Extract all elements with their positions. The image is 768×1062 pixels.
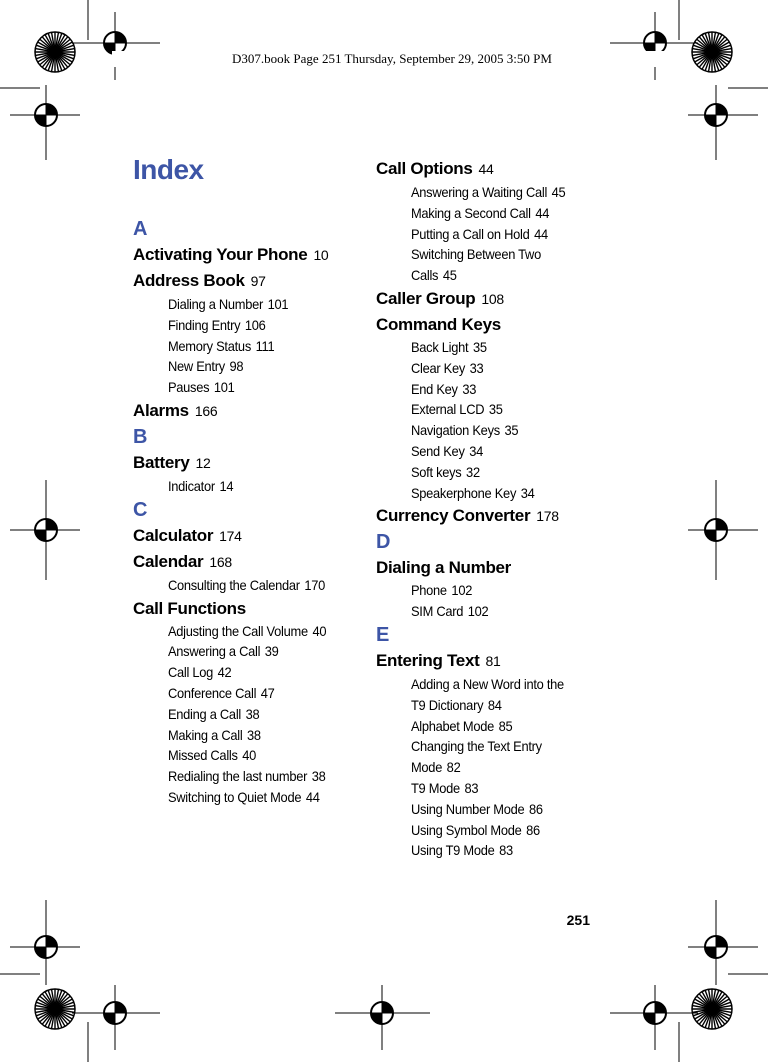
index-subentry xyxy=(133,641,329,662)
index-page-ref: 47 xyxy=(260,684,275,701)
index-subentry xyxy=(133,683,329,704)
index-term: E xyxy=(376,623,390,646)
index-column-right xyxy=(376,156,591,861)
index-letter-heading xyxy=(133,497,348,523)
index-page-ref: 44 xyxy=(535,204,550,221)
index-term: Using Number Mode xyxy=(410,800,525,817)
index-letter-heading xyxy=(376,529,591,555)
index-subentry xyxy=(376,820,572,841)
index-term: Making a Second Call xyxy=(410,204,531,221)
index-entry xyxy=(133,268,348,294)
index-entry xyxy=(376,312,591,337)
index-term: Answering a Waiting Call xyxy=(410,184,548,200)
index-term: Dialing a Number xyxy=(167,296,264,312)
index-term: Calculator xyxy=(133,525,214,545)
index-term: T9 Mode xyxy=(410,779,460,796)
index-term: D xyxy=(376,531,391,554)
index-subentry xyxy=(133,662,329,683)
index-page-ref: 34 xyxy=(469,442,483,459)
index-term: Conference Call xyxy=(167,684,257,701)
index-term: Ending a Call xyxy=(167,705,241,722)
index-subentry xyxy=(133,476,329,497)
index-subentry xyxy=(376,840,572,861)
index-entry xyxy=(133,523,348,549)
print-slug: D307.book Page 251 Thursday, September 29, 2005 3:50 PM xyxy=(112,51,672,67)
index-subentry xyxy=(376,358,572,379)
index-page-ref: 44 xyxy=(534,225,548,242)
index-term: Using T9 Mode xyxy=(410,842,495,859)
index-term: Alphabet Mode xyxy=(410,717,495,734)
index-page-ref: 40 xyxy=(312,622,327,639)
index-term: Entering Text xyxy=(376,650,480,670)
index-page-ref: 45 xyxy=(551,184,566,200)
index-term: Call Log xyxy=(167,664,214,681)
index-term: Putting a Call on Hold xyxy=(410,225,530,242)
index-page-ref: 38 xyxy=(245,705,260,722)
index-entry xyxy=(376,156,591,182)
index-page-ref: 101 xyxy=(213,379,235,396)
index-subentry xyxy=(376,778,572,799)
index-page-ref: 81 xyxy=(485,652,501,669)
index-term: Alarms xyxy=(133,400,189,420)
index-entry xyxy=(133,596,348,621)
index-page-ref: 33 xyxy=(462,380,477,397)
index-page-ref: 33 xyxy=(469,359,484,376)
index-term: Back Light xyxy=(410,338,469,355)
index-term: B xyxy=(133,425,148,448)
index-page-ref: 35 xyxy=(472,338,487,355)
index-term: Switching Between Two Calls xyxy=(410,246,541,284)
index-term: Indicator xyxy=(167,477,215,494)
index-page-ref: 10 xyxy=(313,247,329,263)
index-subentry xyxy=(376,580,572,601)
index-subentry xyxy=(133,766,329,787)
index-subentry xyxy=(133,294,329,315)
index-page-ref: 84 xyxy=(487,696,502,713)
index-subentry xyxy=(376,483,572,504)
index-term: Caller Group xyxy=(376,288,476,308)
index-letter-heading xyxy=(376,622,591,648)
index-subentry xyxy=(133,787,329,808)
index-letter-heading xyxy=(133,424,348,450)
index-subentry xyxy=(376,244,572,286)
index-subentry xyxy=(133,356,329,377)
index-term: End Key xyxy=(410,380,458,397)
index-term: Dialing a Number xyxy=(376,558,512,578)
index-page-ref: 166 xyxy=(194,402,218,419)
index-subentry xyxy=(376,379,572,400)
index-subentry xyxy=(376,441,572,462)
index-entry xyxy=(133,242,348,268)
index-page-ref: 38 xyxy=(247,726,261,743)
index-page-ref: 32 xyxy=(466,463,480,480)
index-subentry xyxy=(376,601,572,622)
index-subentry xyxy=(376,674,572,716)
index-page-ref: 108 xyxy=(481,290,504,307)
index-subentry xyxy=(133,621,329,642)
index-term: Answering a Call xyxy=(167,643,261,660)
index-term: Consulting the Calendar xyxy=(167,576,300,593)
index-page-ref: 86 xyxy=(528,800,543,817)
index-term: Redialing the last number xyxy=(167,768,308,785)
index-page-ref: 168 xyxy=(209,553,232,570)
page-title: Index xyxy=(133,154,204,185)
index-page-ref: 102 xyxy=(467,603,489,620)
index-term: Call Options xyxy=(376,159,473,178)
index-page-ref: 39 xyxy=(264,643,279,660)
index-page-ref: 83 xyxy=(464,779,479,796)
index-term: Battery xyxy=(133,452,190,472)
index-entry xyxy=(133,549,348,575)
index-page-ref: 35 xyxy=(488,401,503,418)
index-term: Soft keys xyxy=(410,463,462,480)
index-page-ref: 82 xyxy=(446,759,461,776)
index-term: Adjusting the Call Volume xyxy=(167,622,308,639)
index-page-ref: 44 xyxy=(305,788,320,805)
index-subentry xyxy=(133,745,329,766)
index-entry xyxy=(376,555,591,580)
index-page-ref: 34 xyxy=(520,484,535,501)
index-term: Command Keys xyxy=(376,314,501,334)
index-term: Phone xyxy=(410,582,447,599)
index-entry xyxy=(376,503,591,529)
index-page-ref: 178 xyxy=(536,508,559,525)
index-subentry xyxy=(133,315,329,336)
page-number: 251 xyxy=(566,912,590,928)
index-page-ref: 86 xyxy=(526,821,540,838)
index-page-ref: 45 xyxy=(442,267,457,284)
index-page-ref: 98 xyxy=(229,358,244,375)
index-subentry xyxy=(376,420,572,441)
index-term: Calendar xyxy=(133,551,204,571)
index-page-ref: 170 xyxy=(304,576,326,593)
index-term: Changing the Text Entry Mode xyxy=(410,738,542,776)
index-subentry xyxy=(133,336,329,357)
index-term: Navigation Keys xyxy=(410,422,500,439)
index-term: Speakerphone Key xyxy=(410,484,517,501)
index-term: Using Symbol Mode xyxy=(410,821,522,838)
index-subentry xyxy=(376,736,572,778)
index-term: Finding Entry xyxy=(167,316,241,333)
index-term: Adding a New Word into the T9 Dictionary xyxy=(410,675,564,713)
index-term: Pauses xyxy=(167,379,210,396)
index-term: SIM Card xyxy=(410,603,464,620)
index-term: C xyxy=(133,498,148,521)
index-page-ref: 111 xyxy=(255,337,275,354)
index-subentry xyxy=(133,575,329,596)
index-term: Activating Your Phone xyxy=(133,245,308,264)
index-page-ref: 40 xyxy=(242,747,257,764)
index-subentry xyxy=(133,377,329,398)
index-page-ref: 83 xyxy=(499,842,513,859)
index-page-ref: 174 xyxy=(219,527,242,544)
index-term: Memory Status xyxy=(167,337,251,354)
index-term: New Entry xyxy=(167,358,225,375)
index-page-ref: 14 xyxy=(219,477,234,494)
index-term: Switching to Quiet Mode xyxy=(167,788,302,805)
index-subentry xyxy=(376,462,572,483)
index-entry xyxy=(133,450,348,476)
index-subentry xyxy=(376,716,572,737)
index-page-ref: 38 xyxy=(311,768,326,785)
index-term: Making a Call xyxy=(167,726,243,743)
index-subentry xyxy=(376,203,572,224)
index-page-ref: 101 xyxy=(267,296,289,312)
index-page-ref: 85 xyxy=(498,717,513,734)
index-subentry xyxy=(376,224,572,245)
index-subentry xyxy=(376,337,572,358)
index-page-ref: 12 xyxy=(195,454,211,471)
index-term: Call Functions xyxy=(133,598,246,618)
index-term: Missed Calls xyxy=(167,747,238,764)
index-entry xyxy=(133,398,348,424)
index-page-ref: 44 xyxy=(478,161,494,177)
index-entry xyxy=(376,648,591,674)
index-term: Address Book xyxy=(133,271,245,290)
index-term: External LCD xyxy=(410,401,485,418)
index-page-ref: 97 xyxy=(250,273,266,289)
index-subentry xyxy=(376,799,572,820)
index-subentry xyxy=(133,704,329,725)
index-column-left xyxy=(133,216,348,808)
index-page-ref: 106 xyxy=(244,316,266,333)
index-term: A xyxy=(133,218,148,240)
index-entry xyxy=(376,286,591,312)
index-letter-heading xyxy=(133,216,348,242)
index-subentry xyxy=(376,182,572,203)
index-term: Currency Converter xyxy=(376,506,531,526)
index-page-ref: 35 xyxy=(504,422,519,439)
index-subentry xyxy=(133,725,329,746)
index-page-ref: 42 xyxy=(217,664,232,681)
index-page-ref: 102 xyxy=(451,582,473,599)
index-term: Send Key xyxy=(410,442,465,459)
index-subentry xyxy=(376,399,572,420)
index-term: Clear Key xyxy=(410,359,466,376)
